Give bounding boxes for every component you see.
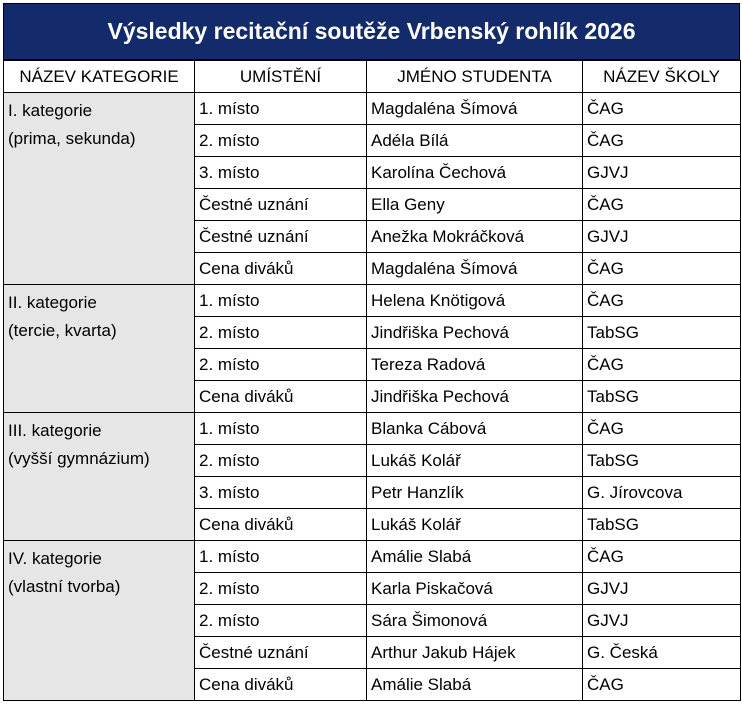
school-name-cell: G. Česká xyxy=(583,637,741,669)
school-name-cell: ČAG xyxy=(583,349,741,381)
student-name-cell: Tereza Radová xyxy=(367,349,583,381)
category-cell xyxy=(4,541,195,701)
placement-cell: 1. místo xyxy=(195,541,367,573)
school-name-cell: GJVJ xyxy=(583,157,741,189)
category-name: I. kategorie xyxy=(8,101,93,120)
placement-cell: Čestné uznání xyxy=(195,189,367,221)
table-row xyxy=(4,413,741,445)
student-name-cell: Amálie Slabá xyxy=(367,541,583,573)
page-title: Výsledky recitační soutěže Vrbenský rohlík 2026 xyxy=(3,3,740,60)
category-cell xyxy=(4,413,195,541)
placement-cell: 2. místo xyxy=(195,349,367,381)
category-description: (prima, sekunda) xyxy=(8,129,136,148)
student-name-cell: Magdaléna Šímová xyxy=(367,253,583,285)
placement-cell: 1. místo xyxy=(195,285,367,317)
school-name-cell: ČAG xyxy=(583,413,741,445)
placement-cell: 2. místo xyxy=(195,573,367,605)
table-row xyxy=(4,541,741,573)
school-name-cell: GJVJ xyxy=(583,573,741,605)
results-table xyxy=(3,60,741,701)
placement-cell: Cena diváků xyxy=(195,509,367,541)
school-name-cell: GJVJ xyxy=(583,221,741,253)
placement-cell: Čestné uznání xyxy=(195,221,367,253)
category-name: IV. kategorie xyxy=(8,549,102,568)
school-name-cell: TabSG xyxy=(583,445,741,477)
student-name-cell: Helena Knötigová xyxy=(367,285,583,317)
table-row xyxy=(4,285,741,317)
header-category: NÁZEV KATEGORIE xyxy=(4,61,195,93)
student-name-cell: Magdaléna Šímová xyxy=(367,93,583,125)
table-body xyxy=(4,93,741,701)
student-name-cell: Karolína Čechová xyxy=(367,157,583,189)
placement-cell: Cena diváků xyxy=(195,253,367,285)
header-placement: UMÍSTĚNÍ xyxy=(195,61,367,93)
placement-cell: Cena diváků xyxy=(195,669,367,701)
placement-cell: 1. místo xyxy=(195,93,367,125)
student-name-cell: Anežka Mokráčková xyxy=(367,221,583,253)
school-name-cell: TabSG xyxy=(583,381,741,413)
category-name: II. kategorie xyxy=(8,293,97,312)
student-name-cell: Sára Šimonová xyxy=(367,605,583,637)
placement-cell: 2. místo xyxy=(195,317,367,349)
table-row xyxy=(4,93,741,125)
school-name-cell: TabSG xyxy=(583,509,741,541)
student-name-cell: Lukáš Kolář xyxy=(367,445,583,477)
placement-cell: Cena diváků xyxy=(195,381,367,413)
student-name-cell: Adéla Bílá xyxy=(367,125,583,157)
school-name-cell: ČAG xyxy=(583,285,741,317)
student-name-cell: Karla Piskačová xyxy=(367,573,583,605)
school-name-cell: ČAG xyxy=(583,669,741,701)
student-name-cell: Jindřiška Pechová xyxy=(367,317,583,349)
student-name-cell: Blanka Cábová xyxy=(367,413,583,445)
school-name-cell: ČAG xyxy=(583,541,741,573)
category-description: (vyšší gymnázium) xyxy=(8,449,150,468)
school-name-cell: ČAG xyxy=(583,253,741,285)
school-name-cell: GJVJ xyxy=(583,605,741,637)
table-header xyxy=(4,61,741,93)
header-student-name: JMÉNO STUDENTA xyxy=(367,61,583,93)
results-sheet xyxy=(3,3,740,701)
school-name-cell: ČAG xyxy=(583,189,741,221)
category-description: (vlastní tvorba) xyxy=(8,577,121,596)
category-cell xyxy=(4,285,195,413)
school-name-cell: ČAG xyxy=(583,93,741,125)
category-name: III. kategorie xyxy=(8,421,102,440)
student-name-cell: Amálie Slabá xyxy=(367,669,583,701)
student-name-cell: Lukáš Kolář xyxy=(367,509,583,541)
school-name-cell: TabSG xyxy=(583,317,741,349)
header-row xyxy=(4,61,741,93)
placement-cell: 2. místo xyxy=(195,605,367,637)
school-name-cell: G. Jírovcova xyxy=(583,477,741,509)
school-name-cell: ČAG xyxy=(583,125,741,157)
placement-cell: 2. místo xyxy=(195,445,367,477)
header-school-name: NÁZEV ŠKOLY xyxy=(583,61,741,93)
placement-cell: 2. místo xyxy=(195,125,367,157)
student-name-cell: Petr Hanzlík xyxy=(367,477,583,509)
placement-cell: 1. místo xyxy=(195,413,367,445)
category-description: (tercie, kvarta) xyxy=(8,321,117,340)
student-name-cell: Arthur Jakub Hájek xyxy=(367,637,583,669)
student-name-cell: Jindřiška Pechová xyxy=(367,381,583,413)
placement-cell: 3. místo xyxy=(195,157,367,189)
student-name-cell: Ella Geny xyxy=(367,189,583,221)
category-cell xyxy=(4,93,195,285)
placement-cell: Čestné uznání xyxy=(195,637,367,669)
placement-cell: 3. místo xyxy=(195,477,367,509)
